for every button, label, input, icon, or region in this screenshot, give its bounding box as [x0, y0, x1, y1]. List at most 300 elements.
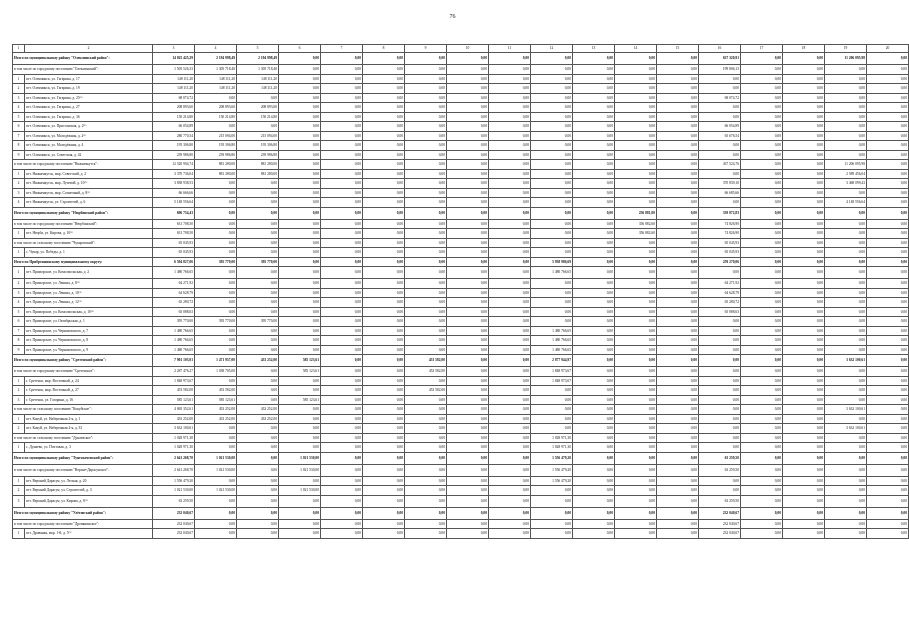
amount-cell: 0,00 [405, 65, 447, 75]
subtotal-label: в том числе по городскому поселению "Нюрбинский": [13, 219, 153, 229]
amount-cell: 0,00 [741, 345, 783, 355]
address-cell: пгт. Олекминск, ул. Гагарина, д. 27 [25, 103, 153, 113]
amount-cell: 0,00 [279, 326, 321, 336]
subtotal-label: в том числе по сельскому поселению "Чукаровский": [13, 238, 153, 248]
amount-cell: 232 040,67 [153, 529, 195, 539]
amount-cell: 0,00 [279, 279, 321, 289]
amount-cell: 1 021 530,00 [195, 452, 237, 464]
amount-cell: 0,00 [405, 519, 447, 529]
amount-cell: 65 280,72 [699, 298, 741, 308]
amount-cell: 0,00 [447, 150, 489, 160]
amount-cell: 881 280,00 [237, 160, 279, 170]
amount-cell: 0,00 [867, 405, 909, 415]
amount-cell: 2 194 998,49 [195, 53, 237, 65]
amount-cell: 0,00 [741, 386, 783, 396]
amount-cell: 0,00 [657, 198, 699, 208]
amount-cell: 0,00 [867, 207, 909, 219]
amount-cell: 1 480 766,65 [153, 326, 195, 336]
amount-cell: 0,00 [657, 443, 699, 453]
amount-cell: 0,00 [489, 257, 531, 267]
amount-cell: 0,00 [825, 188, 867, 198]
amount-cell: 0,00 [447, 367, 489, 377]
amount-cell: 0,00 [657, 495, 699, 507]
total-label: Итого по муниципальному району "Нюрбинский район": [13, 207, 153, 219]
amount-cell: 0,00 [699, 386, 741, 396]
address-cell: пгт. Олекминск, ул. Молодёжная, д. 4 [25, 141, 153, 151]
amount-cell: 0,00 [321, 529, 363, 539]
amount-cell: 0,00 [867, 367, 909, 377]
amount-cell: 0,00 [615, 395, 657, 405]
amount-cell: 0,00 [405, 288, 447, 298]
amount-cell: 0,00 [489, 53, 531, 65]
subtotal-label: в том числе по городскому поселению "Нижнеякутск": [13, 160, 153, 170]
amount-cell: 0,00 [741, 238, 783, 248]
amount-cell: 0,00 [573, 219, 615, 229]
amount-cell: 0,00 [195, 248, 237, 258]
amount-cell: 0,00 [237, 93, 279, 103]
amount-cell: 0,00 [237, 476, 279, 486]
amount-cell: 0,00 [447, 355, 489, 367]
amount-cell: 0,00 [531, 84, 573, 94]
row-index: 3 [13, 93, 25, 103]
amount-cell: 0,00 [867, 169, 909, 179]
amount-cell: 0,00 [321, 326, 363, 336]
amount-cell: 0,00 [531, 307, 573, 317]
amount-cell: 0,00 [405, 414, 447, 424]
amount-cell: 0,00 [615, 495, 657, 507]
amount-cell: 433 252,00 [237, 405, 279, 415]
amount-cell: 0,00 [321, 93, 363, 103]
table-row [13, 188, 909, 198]
amount-cell: 3 632 100,61 [825, 424, 867, 434]
amount-cell: 0,00 [447, 386, 489, 396]
amount-cell: 0,00 [489, 279, 531, 289]
amount-cell: 0,00 [321, 65, 363, 75]
amount-cell: 0,00 [741, 414, 783, 424]
amount-cell: 0,00 [237, 519, 279, 529]
amount-cell: 0,00 [279, 443, 321, 453]
amount-cell: 0,00 [741, 188, 783, 198]
amount-cell: 0,00 [573, 74, 615, 84]
amount-cell: 0,00 [489, 529, 531, 539]
amount-cell: 0,00 [405, 529, 447, 539]
amount-cell: 0,00 [741, 53, 783, 65]
amount-cell: 0,00 [447, 198, 489, 208]
amount-cell: 0,00 [321, 452, 363, 464]
amount-cell: 0,00 [531, 298, 573, 308]
amount-cell: 0,00 [279, 307, 321, 317]
amount-cell: 0,00 [279, 65, 321, 75]
amount-cell: 0,00 [573, 93, 615, 103]
amount-cell: 0,00 [447, 131, 489, 141]
total-label: Итого по муниципальному району "Улётовский район": [13, 507, 153, 519]
row-index: 1 [13, 229, 25, 239]
row-index: 6 [13, 122, 25, 132]
amount-cell: 0,00 [573, 198, 615, 208]
amount-cell: 0,00 [741, 307, 783, 317]
amount-cell: 0,00 [447, 257, 489, 267]
amount-cell: 0,00 [447, 279, 489, 289]
amount-cell: 0,00 [363, 443, 405, 453]
amount-cell: 0,00 [783, 93, 825, 103]
amount-cell: 0,00 [531, 53, 573, 65]
amount-cell: 0,00 [825, 486, 867, 496]
total-label: Итого по муниципальному району "Олекминский район": [13, 53, 153, 65]
amount-cell: 0,00 [279, 112, 321, 122]
amount-cell: 0,00 [657, 74, 699, 84]
amount-cell: 0,00 [279, 507, 321, 519]
amount-cell: 0,00 [237, 229, 279, 239]
amount-cell: 0,00 [867, 188, 909, 198]
amount-cell: 0,00 [531, 229, 573, 239]
amount-cell: 0,00 [783, 476, 825, 486]
amount-cell: 199 806,13 [699, 65, 741, 75]
amount-cell: 0,00 [531, 405, 573, 415]
row-index: 1 [13, 443, 25, 453]
amount-cell: 0,00 [195, 288, 237, 298]
amount-cell: 0,00 [447, 188, 489, 198]
amount-cell: 74 826,90 [699, 229, 741, 239]
amount-cell: 0,00 [321, 188, 363, 198]
amount-cell: 0,00 [741, 267, 783, 279]
amount-cell: 0,00 [615, 150, 657, 160]
amount-cell: 0,00 [447, 529, 489, 539]
amount-cell: 0,00 [657, 103, 699, 113]
amount-cell: 0,00 [363, 424, 405, 434]
amount-cell: 0,00 [615, 122, 657, 132]
amount-cell: 0,00 [321, 53, 363, 65]
column-number-11: 11 [489, 45, 531, 53]
amount-cell: 0,00 [237, 529, 279, 539]
amount-cell: 0,00 [195, 376, 237, 386]
amount-cell: 0,00 [657, 476, 699, 486]
amount-cell: 0,00 [825, 93, 867, 103]
amount-cell: 1 021 530,00 [279, 486, 321, 496]
amount-cell: 0,00 [699, 433, 741, 443]
address-cell: пгт. Верхний Дарасун, ул. Кирова, д. 8⁽¹⁾ [25, 495, 153, 507]
amount-cell: 0,00 [657, 464, 699, 476]
amount-cell: 0,00 [573, 345, 615, 355]
table-row [13, 307, 909, 317]
amount-cell: 63 259,50 [153, 495, 195, 507]
amount-cell: 0,00 [489, 267, 531, 279]
amount-cell: 0,00 [615, 257, 657, 267]
amount-cell: 0,00 [489, 452, 531, 464]
amount-cell: 0,00 [405, 336, 447, 346]
amount-cell: 0,00 [657, 150, 699, 160]
subtotal-label: в том числе по городскому поселению "Верхне-Дарасунское": [13, 464, 153, 476]
amount-cell: 0,00 [573, 495, 615, 507]
amount-cell: 0,00 [279, 141, 321, 151]
amount-cell: 0,00 [405, 433, 447, 443]
amount-cell: 0,00 [867, 424, 909, 434]
amount-cell: 0,00 [279, 229, 321, 239]
row-index: 1 [13, 169, 25, 179]
table-row [13, 169, 909, 179]
amount-cell: 0,00 [783, 122, 825, 132]
amount-cell: 0,00 [699, 103, 741, 113]
amount-cell: 0,00 [321, 198, 363, 208]
amount-cell: 0,00 [699, 317, 741, 327]
address-cell: пгт. Приморское, ул. Ленина, д. 12⁽¹⁾ [25, 298, 153, 308]
address-cell: пгт. Олекминск, ул. Советская, д. 42 [25, 150, 153, 160]
amount-cell: 0,00 [321, 367, 363, 377]
row-index: 1 [13, 529, 25, 539]
amount-cell: 0,00 [195, 229, 237, 239]
amount-cell: 0,00 [489, 345, 531, 355]
amount-cell: 0,00 [783, 188, 825, 198]
amount-cell: 0,00 [489, 414, 531, 424]
address-cell: пгт. Олекминск, ул. Гагарина, д. 36 [25, 112, 153, 122]
amount-cell: 0,00 [573, 288, 615, 298]
amount-cell: 0,00 [783, 355, 825, 367]
amount-cell: 0,00 [573, 414, 615, 424]
amount-cell: 63 259,50 [699, 495, 741, 507]
table-row [13, 74, 909, 84]
amount-cell: 0,00 [657, 65, 699, 75]
amount-cell: 65 045,93 [153, 238, 195, 248]
amount-cell: 0,00 [279, 424, 321, 434]
amount-cell: 0,00 [321, 414, 363, 424]
amount-cell: 0,00 [363, 93, 405, 103]
amount-cell: 0,00 [825, 219, 867, 229]
amount-cell: 0,00 [657, 486, 699, 496]
amount-cell: 881 280,00 [195, 160, 237, 170]
amount-cell: 0,00 [867, 317, 909, 327]
amount-cell: 0,00 [531, 122, 573, 132]
amount-cell: 0,00 [573, 248, 615, 258]
amount-cell: 1 028 971,30 [153, 433, 195, 443]
table-row [13, 122, 909, 132]
amount-cell: 0,00 [531, 288, 573, 298]
total-label: Итого по муниципальному району "Тунгокоченский район": [13, 452, 153, 464]
amount-cell: 0,00 [615, 529, 657, 539]
amount-cell: 0,00 [825, 112, 867, 122]
amount-cell: 0,00 [657, 367, 699, 377]
amount-cell: 0,00 [405, 307, 447, 317]
row-index: 4 [13, 298, 25, 308]
amount-cell: 395 770,00 [237, 317, 279, 327]
amount-cell: 0,00 [363, 345, 405, 355]
amount-cell: 356 882,60 [615, 219, 657, 229]
amount-cell: 2 287 476,27 [153, 367, 195, 377]
amount-cell: 0,00 [657, 229, 699, 239]
amount-cell: 0,00 [195, 529, 237, 539]
amount-cell: 0,00 [237, 495, 279, 507]
amount-cell: 0,00 [615, 267, 657, 279]
address-cell: с. Чукар, ул. Победы, д. 1 [25, 248, 153, 258]
amount-cell: 0,00 [237, 424, 279, 434]
row-index: 2 [13, 424, 25, 434]
amount-cell: 0,00 [867, 345, 909, 355]
amount-cell: 0,00 [531, 207, 573, 219]
amount-cell: 0,00 [279, 248, 321, 258]
amount-cell: 0,00 [489, 74, 531, 84]
amount-cell: 0,00 [279, 160, 321, 170]
table-row [13, 476, 909, 486]
amount-cell: 0,00 [447, 452, 489, 464]
amount-cell: 0,00 [489, 367, 531, 377]
amount-cell: 0,00 [405, 93, 447, 103]
amount-cell: 0,00 [699, 267, 741, 279]
amount-cell: 0,00 [783, 507, 825, 519]
amount-cell: 0,00 [237, 219, 279, 229]
amount-cell: 0,00 [447, 103, 489, 113]
row-index: 1 [13, 267, 25, 279]
amount-cell: 0,00 [531, 386, 573, 396]
amount-cell: 0,00 [573, 160, 615, 170]
amount-cell: 0,00 [657, 336, 699, 346]
amount-cell: 0,00 [489, 103, 531, 113]
amount-cell: 0,00 [741, 257, 783, 267]
row-index: 4 [13, 198, 25, 208]
amount-cell: 0,00 [615, 486, 657, 496]
amount-cell: 0,00 [783, 433, 825, 443]
amount-cell: 0,00 [615, 452, 657, 464]
amount-cell: 0,00 [321, 141, 363, 151]
amount-cell: 0,00 [279, 207, 321, 219]
amount-cell: 0,00 [237, 376, 279, 386]
amount-cell: 0,00 [489, 336, 531, 346]
amount-cell: 0,00 [867, 326, 909, 336]
amount-cell: 0,00 [783, 198, 825, 208]
amount-cell: 148 111,20 [153, 74, 195, 84]
amount-cell: 0,00 [573, 326, 615, 336]
amount-cell: 66 054,89 [699, 122, 741, 132]
amount-cell: 0,00 [279, 529, 321, 539]
amount-cell: 0,00 [615, 367, 657, 377]
amount-cell: 585 123,61 [153, 395, 195, 405]
amount-cell: 0,00 [867, 219, 909, 229]
column-number-6: 6 [279, 45, 321, 53]
amount-cell: 0,00 [405, 267, 447, 279]
amount-cell: 0,00 [237, 326, 279, 336]
amount-cell: 0,00 [783, 229, 825, 239]
amount-cell: 150 214,80 [153, 112, 195, 122]
amount-cell: 0,00 [573, 424, 615, 434]
amount-cell: 0,00 [405, 317, 447, 327]
address-cell: с. Дунаево, ул. Почтовая, д. 3 [25, 443, 153, 453]
amount-cell: 0,00 [489, 112, 531, 122]
amount-cell: 215 094,00 [237, 131, 279, 141]
amount-cell: 0,00 [825, 452, 867, 464]
amount-cell: 0,00 [825, 229, 867, 239]
amount-cell: 0,00 [615, 476, 657, 486]
amount-cell: 1 480 766,65 [153, 345, 195, 355]
amount-cell: 0,00 [195, 424, 237, 434]
amount-cell: 0,00 [279, 519, 321, 529]
amount-cell: 0,00 [489, 495, 531, 507]
amount-cell: 0,00 [867, 267, 909, 279]
amount-cell: 0,00 [783, 267, 825, 279]
amount-cell: 0,00 [279, 84, 321, 94]
amount-cell: 0,00 [321, 131, 363, 141]
address-cell: пгт. Олекминск, ул. Гагарина, д. 25⁽¹⁾ [25, 93, 153, 103]
amount-cell: 0,00 [867, 229, 909, 239]
amount-cell: 0,00 [825, 248, 867, 258]
amount-cell: 0,00 [741, 405, 783, 415]
amount-cell: 0,00 [825, 74, 867, 84]
row-index: 2 [13, 179, 25, 189]
amount-cell: 0,00 [657, 414, 699, 424]
amount-cell: 0,00 [279, 476, 321, 486]
amount-cell: 0,00 [237, 336, 279, 346]
amount-cell: 0,00 [321, 298, 363, 308]
amount-cell: 0,00 [615, 238, 657, 248]
amount-cell: 64 271,92 [699, 279, 741, 289]
amount-cell: 68 074,72 [699, 93, 741, 103]
row-index: 3 [13, 188, 25, 198]
amount-cell: 0,00 [783, 376, 825, 386]
amount-cell: 0,00 [699, 326, 741, 336]
address-cell: пгт. Нижнеякутск, мкр. Солнечный, д. 8⁽¹⁾ [25, 188, 153, 198]
amount-cell: 0,00 [825, 433, 867, 443]
amount-cell: 0,00 [531, 160, 573, 170]
amount-cell: 0,00 [783, 443, 825, 453]
amount-cell: 0,00 [657, 298, 699, 308]
amount-cell: 0,00 [489, 424, 531, 434]
amount-cell: 0,00 [657, 93, 699, 103]
amount-cell: 0,00 [489, 238, 531, 248]
row-index: 6 [13, 317, 25, 327]
amount-cell: 148 111,20 [195, 84, 237, 94]
amount-cell: 0,00 [657, 53, 699, 65]
amount-cell: 0,00 [573, 84, 615, 94]
amount-cell: 0,00 [237, 507, 279, 519]
amount-cell: 208 893,60 [237, 103, 279, 113]
address-cell: пгт. Верхний Дарасун, ул. Строителей, д. 3 [25, 486, 153, 496]
amount-cell: 0,00 [657, 188, 699, 198]
amount-cell: 0,00 [489, 405, 531, 415]
amount-cell: 0,00 [615, 103, 657, 113]
amount-cell: 0,00 [699, 112, 741, 122]
amount-cell: 0,00 [867, 298, 909, 308]
total-label: Итого по муниципальному району "Сретенский район": [13, 355, 153, 367]
column-number-13: 13 [573, 45, 615, 53]
amount-cell: 1 021 530,00 [195, 486, 237, 496]
subtotal-row [13, 160, 909, 170]
amount-cell: 0,00 [321, 219, 363, 229]
amount-cell: 0,00 [615, 248, 657, 258]
amount-cell: 0,00 [489, 248, 531, 258]
amount-cell: 0,00 [405, 74, 447, 84]
amount-cell: 1 480 766,65 [531, 326, 573, 336]
amount-cell: 0,00 [447, 267, 489, 279]
amount-cell: 0,00 [825, 207, 867, 219]
table-row [13, 267, 909, 279]
amount-cell: 0,00 [657, 529, 699, 539]
amount-cell: 0,00 [447, 464, 489, 476]
amount-cell: 0,00 [825, 122, 867, 132]
amount-cell: 0,00 [489, 376, 531, 386]
total-row [13, 53, 909, 65]
amount-cell: 0,00 [447, 376, 489, 386]
amount-cell: 259 270,06 [699, 257, 741, 267]
amount-cell: 0,00 [405, 507, 447, 519]
amount-cell: 0,00 [657, 386, 699, 396]
amount-cell: 0,00 [783, 65, 825, 75]
amount-cell: 0,00 [867, 279, 909, 289]
amount-cell: 0,00 [531, 93, 573, 103]
amount-cell: 0,00 [783, 336, 825, 346]
amount-cell: 453 582,00 [405, 367, 447, 377]
amount-cell: 0,00 [489, 395, 531, 405]
amount-cell: 4 065 352,61 [153, 405, 195, 415]
amount-cell: 0,00 [741, 74, 783, 84]
amount-cell: 0,00 [447, 93, 489, 103]
amount-cell: 1 028 971,30 [531, 443, 573, 453]
amount-cell: 195 306,80 [237, 141, 279, 151]
